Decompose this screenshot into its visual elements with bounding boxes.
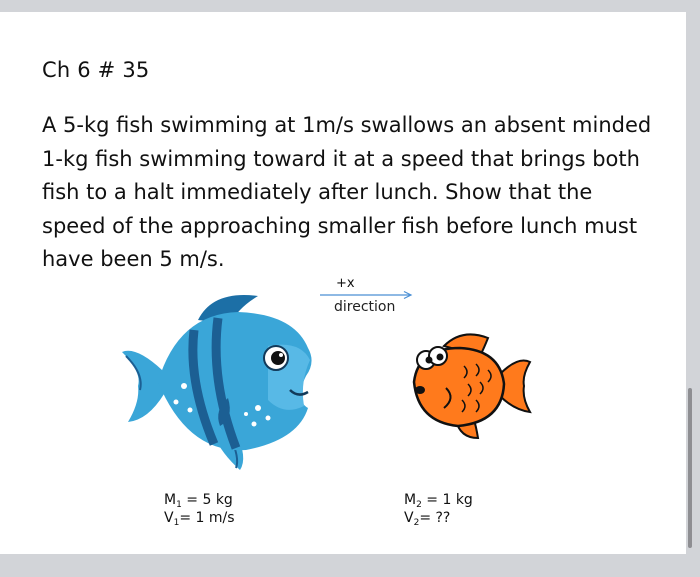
small-fish-image — [404, 326, 534, 446]
big-fish-label — [164, 491, 235, 527]
slide — [0, 12, 686, 554]
big-fish-velocity: $V_1= 1$ m/s — [164, 510, 235, 528]
big-fish-image — [118, 290, 318, 472]
small-fish-velocity: $V_2=$ ?? — [404, 510, 451, 528]
big-fish-mass: $M_1 = 5$ kg — [164, 492, 233, 510]
direction-label: direction — [334, 299, 396, 315]
small-fish-label — [404, 491, 473, 527]
vertical-scrollbar[interactable] — [688, 388, 692, 548]
small-fish-mass: $M_2 = 1$ kg — [404, 492, 473, 510]
problem-text: A 5-kg fish swimming at 1m/s swallows an absent minded 1-kg fish swimming toward it at a speed that brings both fish to a halt immediately after lunch. Show that the speed of the approaching smaller fish before lunch must have been 5 m/s. — [42, 113, 652, 271]
direction-indicator — [320, 274, 416, 318]
slide-title: Ch 6 # 35 — [42, 58, 150, 82]
direction-axis-label: +x — [336, 276, 355, 291]
